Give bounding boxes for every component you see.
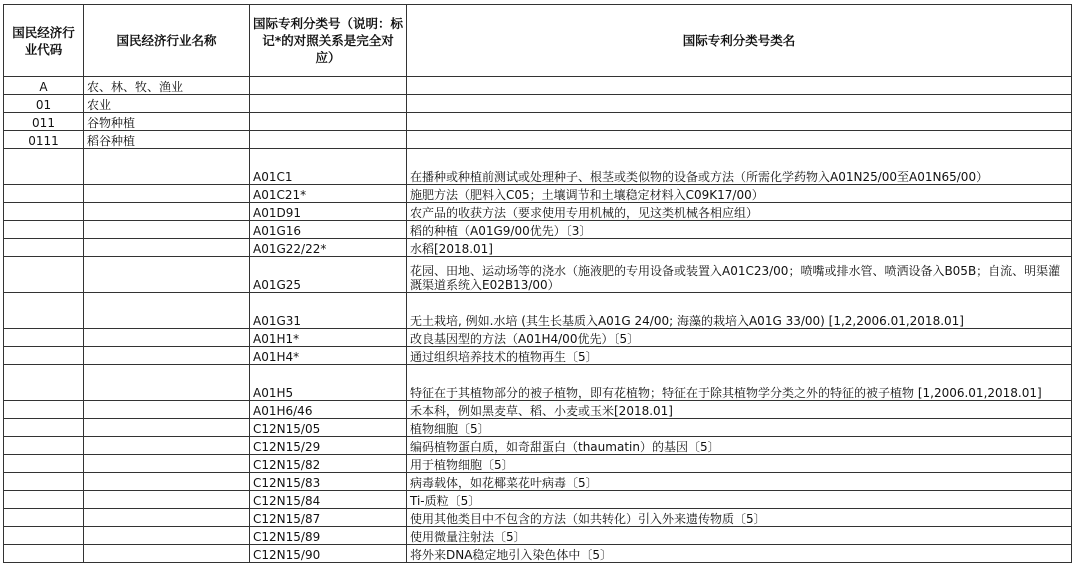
header-ipc-name: 国际专利分类号类名 bbox=[407, 5, 1072, 77]
ipc-code-cell: C12N15/05 bbox=[250, 419, 407, 437]
ipc-name-cell: 花园、田地、运动场等的浇水（施液肥的专用设备或装置入A01C23/00；喷嘴或排水管、喷洒设备入B05B；自流、明渠灌溉渠道系统入E02B13/00） bbox=[407, 257, 1072, 293]
industry-code-cell bbox=[4, 329, 84, 347]
ipc-name-cell bbox=[407, 77, 1072, 95]
table-row bbox=[4, 473, 1072, 491]
ipc-code-cell: A01C1 bbox=[250, 149, 407, 185]
ipc-code-cell: C12N15/90 bbox=[250, 545, 407, 563]
ipc-name-cell bbox=[407, 95, 1072, 113]
industry-name-cell bbox=[84, 293, 250, 329]
table-row bbox=[4, 131, 1072, 149]
ipc-name-cell: 将外来DNA稳定地引入染色体中〔5〕 bbox=[407, 545, 1072, 563]
table-row bbox=[4, 347, 1072, 365]
ipc-name-cell: 使用微量注射法〔5〕 bbox=[407, 527, 1072, 545]
ipc-name-cell: 无土栽培, 例如.水培 (其生长基质入A01G 24/00; 海藻的栽培入A01G 33/00) [1,2,2006.01,2018.01] bbox=[407, 293, 1072, 329]
ipc-name-cell: 禾本科，例如黑麦草、稻、小麦或玉米[2018.01] bbox=[407, 401, 1072, 419]
industry-name-cell bbox=[84, 509, 250, 527]
ipc-code-cell: A01G25 bbox=[250, 257, 407, 293]
industry-code-cell bbox=[4, 473, 84, 491]
industry-name-cell bbox=[84, 329, 250, 347]
industry-name-cell: 稻谷种植 bbox=[84, 131, 250, 149]
ipc-code-cell bbox=[250, 113, 407, 131]
header-ipc-code: 国际专利分类号（说明：标记*的对照关系是完全对应） bbox=[250, 5, 407, 77]
industry-name-cell: 谷物种植 bbox=[84, 113, 250, 131]
industry-code-cell bbox=[4, 455, 84, 473]
industry-code-cell bbox=[4, 347, 84, 365]
header-industry-code: 国民经济行业代码 bbox=[4, 5, 84, 77]
table-row bbox=[4, 437, 1072, 455]
table-header-row bbox=[4, 5, 1072, 77]
table-row bbox=[4, 77, 1072, 95]
table-row bbox=[4, 293, 1072, 329]
ipc-name-cell: 农产品的收获方法（要求使用专用机械的，见这类机械各相应组） bbox=[407, 203, 1072, 221]
industry-code-cell bbox=[4, 239, 84, 257]
table-row bbox=[4, 185, 1072, 203]
industry-code-cell bbox=[4, 185, 84, 203]
ipc-name-cell bbox=[407, 131, 1072, 149]
ipc-code-cell: C12N15/89 bbox=[250, 527, 407, 545]
industry-name-cell bbox=[84, 239, 250, 257]
industry-code-cell bbox=[4, 401, 84, 419]
ipc-name-cell: 改良基因型的方法（A01H4/00优先）〔5〕 bbox=[407, 329, 1072, 347]
table-row bbox=[4, 455, 1072, 473]
ipc-code-cell: C12N15/82 bbox=[250, 455, 407, 473]
ipc-code-cell: A01G22/22* bbox=[250, 239, 407, 257]
table-row bbox=[4, 527, 1072, 545]
industry-code-cell bbox=[4, 293, 84, 329]
ipc-name-cell: 用于植物细胞〔5〕 bbox=[407, 455, 1072, 473]
ipc-name-cell: 编码植物蛋白质，如奇甜蛋白（thaumatin）的基因〔5〕 bbox=[407, 437, 1072, 455]
industry-code-cell: 0111 bbox=[4, 131, 84, 149]
table-row bbox=[4, 491, 1072, 509]
industry-name-cell bbox=[84, 545, 250, 563]
industry-code-cell bbox=[4, 257, 84, 293]
table-row bbox=[4, 95, 1072, 113]
ipc-name-cell: 植物细胞〔5〕 bbox=[407, 419, 1072, 437]
ipc-code-cell bbox=[250, 95, 407, 113]
table-row bbox=[4, 113, 1072, 131]
industry-name-cell: 农业 bbox=[84, 95, 250, 113]
ipc-code-cell: A01H4* bbox=[250, 347, 407, 365]
industry-name-cell bbox=[84, 401, 250, 419]
ipc-name-cell: 使用其他类目中不包含的方法（如共转化）引入外来遗传物质〔5〕 bbox=[407, 509, 1072, 527]
industry-code-cell bbox=[4, 203, 84, 221]
industry-code-cell bbox=[4, 545, 84, 563]
ipc-code-cell: A01G31 bbox=[250, 293, 407, 329]
industry-name-cell bbox=[84, 221, 250, 239]
ipc-code-cell: C12N15/87 bbox=[250, 509, 407, 527]
ipc-name-cell: Ti-质粒〔5〕 bbox=[407, 491, 1072, 509]
ipc-name-cell: 在播种或种植前测试或处理种子、根茎或类似物的设备或方法（所需化学药物入A01N25/00至A01N65/00） bbox=[407, 149, 1072, 185]
industry-name-cell bbox=[84, 347, 250, 365]
ipc-name-cell: 水稻[2018.01] bbox=[407, 239, 1072, 257]
ipc-code-cell: A01H1* bbox=[250, 329, 407, 347]
ipc-code-cell: A01G16 bbox=[250, 221, 407, 239]
industry-name-cell bbox=[84, 437, 250, 455]
ipc-code-cell: A01C21* bbox=[250, 185, 407, 203]
table-row bbox=[4, 149, 1072, 185]
ipc-code-cell: A01H5 bbox=[250, 365, 407, 401]
table-row bbox=[4, 509, 1072, 527]
ipc-name-cell: 稻的种植（A01G9/00优先）〔3〕 bbox=[407, 221, 1072, 239]
ipc-code-cell: C12N15/84 bbox=[250, 491, 407, 509]
table-row bbox=[4, 329, 1072, 347]
table-row bbox=[4, 221, 1072, 239]
industry-code-cell bbox=[4, 365, 84, 401]
table-row bbox=[4, 257, 1072, 293]
industry-code-cell: 01 bbox=[4, 95, 84, 113]
table-row bbox=[4, 401, 1072, 419]
ipc-code-cell: C12N15/29 bbox=[250, 437, 407, 455]
industry-name-cell bbox=[84, 491, 250, 509]
industry-code-cell bbox=[4, 419, 84, 437]
industry-name-cell bbox=[84, 527, 250, 545]
ipc-code-cell: C12N15/83 bbox=[250, 473, 407, 491]
ipc-mapping-table bbox=[3, 4, 1072, 563]
industry-name-cell bbox=[84, 203, 250, 221]
industry-name-cell: 农、林、牧、渔业 bbox=[84, 77, 250, 95]
industry-code-cell bbox=[4, 509, 84, 527]
table-row bbox=[4, 545, 1072, 563]
ipc-code-cell: A01D91 bbox=[250, 203, 407, 221]
table-row bbox=[4, 203, 1072, 221]
industry-code-cell bbox=[4, 437, 84, 455]
ipc-code-cell bbox=[250, 77, 407, 95]
industry-name-cell bbox=[84, 455, 250, 473]
ipc-name-cell: 特征在于其植物部分的被子植物，即有花植物；特征在于除其植物学分类之外的特征的被子植物 [1,2006.01,2018.01] bbox=[407, 365, 1072, 401]
ipc-name-cell: 病毒载体，如花椰菜花叶病毒〔5〕 bbox=[407, 473, 1072, 491]
ipc-name-cell: 施肥方法（肥料入C05；土壤调节和土壤稳定材料入C09K17/00） bbox=[407, 185, 1072, 203]
ipc-name-cell: 通过组织培养技术的植物再生〔5〕 bbox=[407, 347, 1072, 365]
table-row bbox=[4, 239, 1072, 257]
table-row bbox=[4, 365, 1072, 401]
industry-name-cell bbox=[84, 419, 250, 437]
industry-code-cell bbox=[4, 149, 84, 185]
industry-name-cell bbox=[84, 473, 250, 491]
industry-name-cell bbox=[84, 365, 250, 401]
industry-name-cell bbox=[84, 257, 250, 293]
ipc-name-cell bbox=[407, 113, 1072, 131]
ipc-code-cell: A01H6/46 bbox=[250, 401, 407, 419]
industry-code-cell: 011 bbox=[4, 113, 84, 131]
industry-code-cell: A bbox=[4, 77, 84, 95]
industry-name-cell bbox=[84, 149, 250, 185]
header-industry-name: 国民经济行业名称 bbox=[84, 5, 250, 77]
table-row bbox=[4, 419, 1072, 437]
industry-name-cell bbox=[84, 185, 250, 203]
industry-code-cell bbox=[4, 527, 84, 545]
industry-code-cell bbox=[4, 491, 84, 509]
ipc-code-cell bbox=[250, 131, 407, 149]
industry-code-cell bbox=[4, 221, 84, 239]
